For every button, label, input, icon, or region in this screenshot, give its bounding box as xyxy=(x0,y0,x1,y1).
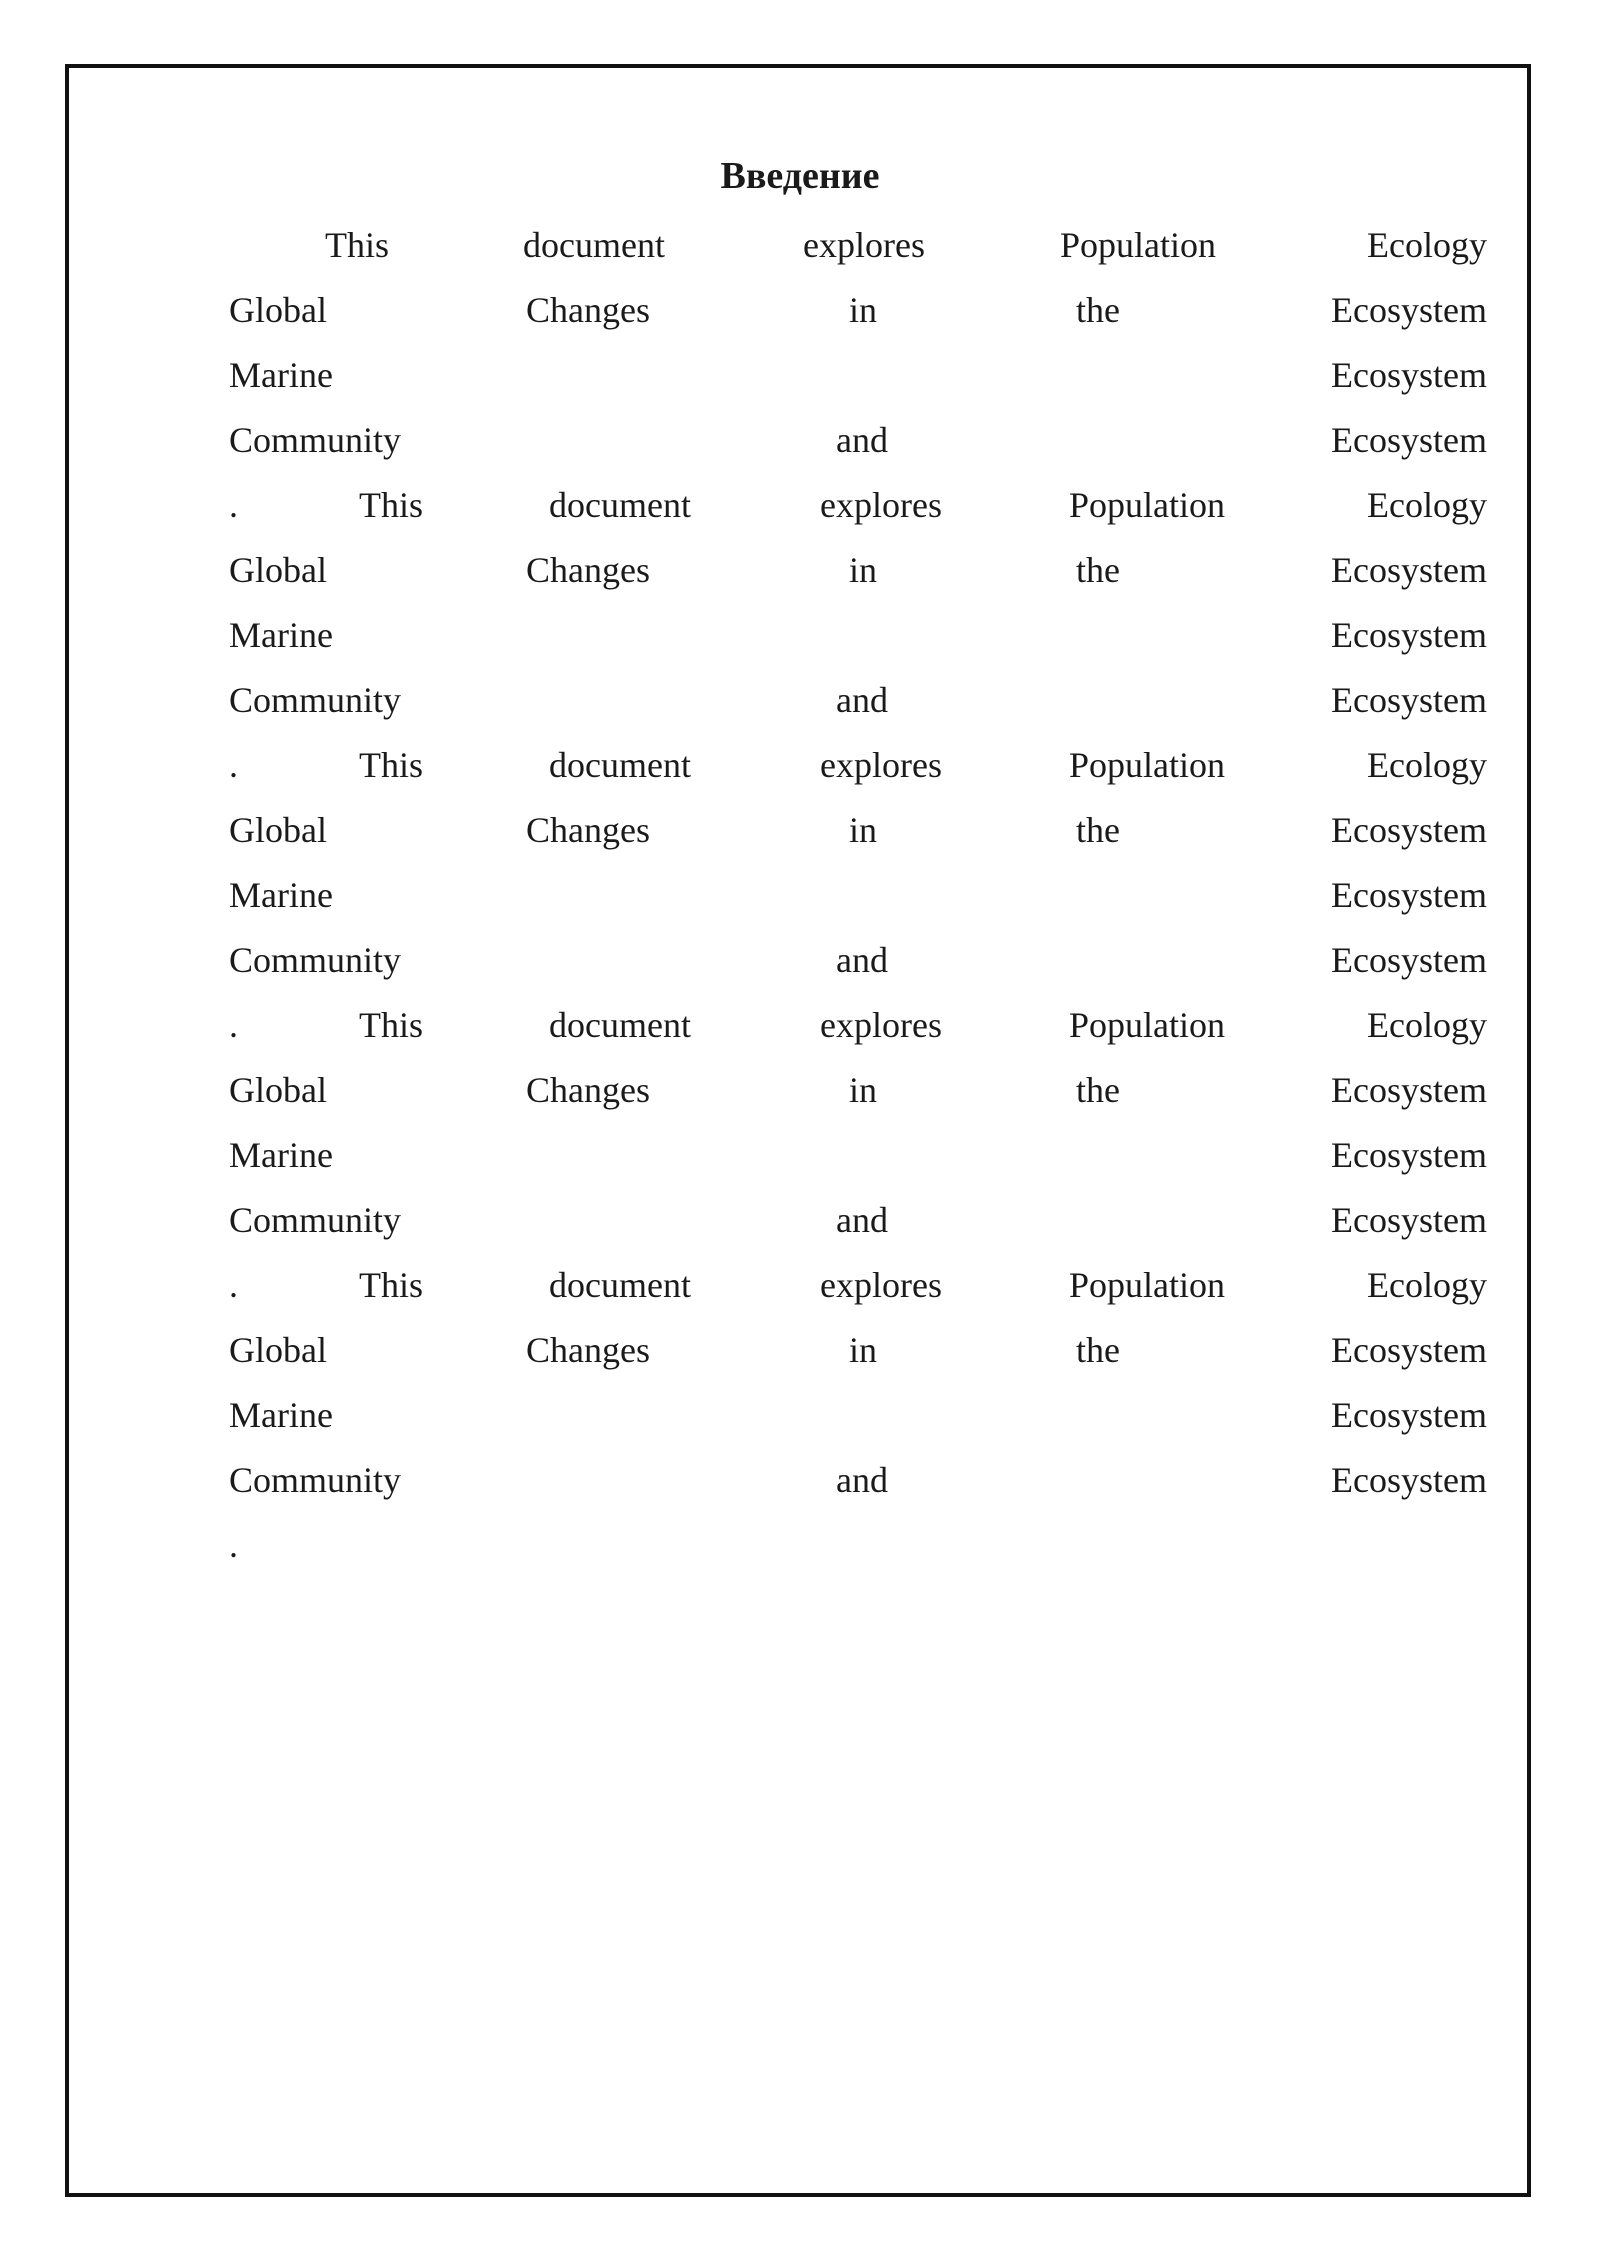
word: Community xyxy=(229,680,402,720)
paragraph-line xyxy=(229,1326,1487,1374)
word: Ecosystem xyxy=(1331,1330,1487,1370)
word: explores xyxy=(820,745,942,785)
page-title: Введение xyxy=(720,155,880,197)
paragraph-line xyxy=(229,221,1487,269)
word: Ecosystem xyxy=(1331,355,1487,395)
word: Marine xyxy=(229,355,333,395)
word: Population xyxy=(1069,485,1226,525)
word: and xyxy=(836,420,888,460)
word: Ecosystem xyxy=(1331,810,1487,850)
paragraph-line xyxy=(229,286,1487,334)
word: Population xyxy=(1069,745,1226,785)
paragraph-line xyxy=(229,1261,1487,1309)
word: Changes xyxy=(526,1330,650,1370)
word: Changes xyxy=(526,810,650,850)
paragraph-line xyxy=(229,1001,1487,1049)
word: This xyxy=(325,225,390,265)
word: and xyxy=(836,1460,888,1500)
word: Ecosystem xyxy=(1331,680,1487,720)
paragraph-line xyxy=(229,1521,1487,1569)
paragraph-line xyxy=(229,416,1487,464)
word: in xyxy=(849,290,878,330)
word: in xyxy=(849,810,878,850)
word: in xyxy=(849,1070,878,1110)
word: Population xyxy=(1060,225,1217,265)
word: Global xyxy=(229,1330,327,1370)
word: Ecosystem xyxy=(1331,420,1487,460)
word: Population xyxy=(1069,1005,1226,1045)
paragraph-line xyxy=(229,1391,1487,1439)
word: Community xyxy=(229,940,402,980)
word: Community xyxy=(229,1460,402,1500)
word: the xyxy=(1076,810,1120,850)
word: Global xyxy=(229,1070,327,1110)
word: Global xyxy=(229,550,327,590)
word: Ecosystem xyxy=(1331,290,1487,330)
word: Ecosystem xyxy=(1331,1395,1487,1435)
paragraph-line xyxy=(229,676,1487,724)
word: Global xyxy=(229,810,327,850)
word: and xyxy=(836,680,888,720)
word: Ecology xyxy=(1367,225,1487,265)
word: in xyxy=(849,550,878,590)
word: Ecosystem xyxy=(1331,1460,1487,1500)
word: Ecology xyxy=(1367,1005,1487,1045)
paragraph-line xyxy=(229,871,1487,919)
word: Ecosystem xyxy=(1331,875,1487,915)
paragraph-line xyxy=(229,936,1487,984)
word: and xyxy=(836,1200,888,1240)
word: explores xyxy=(820,1005,942,1045)
word: This xyxy=(359,1005,424,1045)
paragraph-line xyxy=(229,1066,1487,1114)
word: explores xyxy=(803,225,925,265)
word: explores xyxy=(820,1265,942,1305)
word: Changes xyxy=(526,1070,650,1110)
word: . xyxy=(229,1525,238,1565)
word: Changes xyxy=(526,550,650,590)
word: Ecology xyxy=(1367,485,1487,525)
word: Marine xyxy=(229,1135,333,1175)
word: the xyxy=(1076,550,1120,590)
paragraph-line xyxy=(229,351,1487,399)
word: Changes xyxy=(526,290,650,330)
word: Marine xyxy=(229,615,333,655)
word: . xyxy=(229,1265,238,1305)
paragraph-line xyxy=(229,1456,1487,1504)
word: Ecology xyxy=(1367,1265,1487,1305)
word: Ecosystem xyxy=(1331,940,1487,980)
word: Marine xyxy=(229,1395,333,1435)
word: Population xyxy=(1069,1265,1226,1305)
word: document xyxy=(549,485,691,525)
word: Community xyxy=(229,1200,402,1240)
word: Ecosystem xyxy=(1331,615,1487,655)
word: Ecosystem xyxy=(1331,550,1487,590)
paragraph-line xyxy=(229,1196,1487,1244)
word: document xyxy=(549,745,691,785)
paragraph-line xyxy=(229,481,1487,529)
word: This xyxy=(359,485,424,525)
paragraph-line xyxy=(229,611,1487,659)
word: This xyxy=(359,1265,424,1305)
word: the xyxy=(1076,290,1120,330)
word: . xyxy=(229,745,238,785)
paragraph-line xyxy=(229,1131,1487,1179)
word: the xyxy=(1076,1070,1120,1110)
word: document xyxy=(549,1005,691,1045)
word: and xyxy=(836,940,888,980)
word: Community xyxy=(229,420,402,460)
word: . xyxy=(229,485,238,525)
word: Marine xyxy=(229,875,333,915)
word: This xyxy=(359,745,424,785)
word: explores xyxy=(820,485,942,525)
word: document xyxy=(549,1265,691,1305)
paragraph-line xyxy=(229,806,1487,854)
word: Ecosystem xyxy=(1331,1070,1487,1110)
word: Ecology xyxy=(1367,745,1487,785)
word: Ecosystem xyxy=(1331,1135,1487,1175)
word: the xyxy=(1076,1330,1120,1370)
word: in xyxy=(849,1330,878,1370)
word: Ecosystem xyxy=(1331,1200,1487,1240)
word: document xyxy=(523,225,665,265)
word: . xyxy=(229,1005,238,1045)
word: Global xyxy=(229,290,327,330)
paragraph-line xyxy=(229,741,1487,789)
paragraph-line xyxy=(229,546,1487,594)
